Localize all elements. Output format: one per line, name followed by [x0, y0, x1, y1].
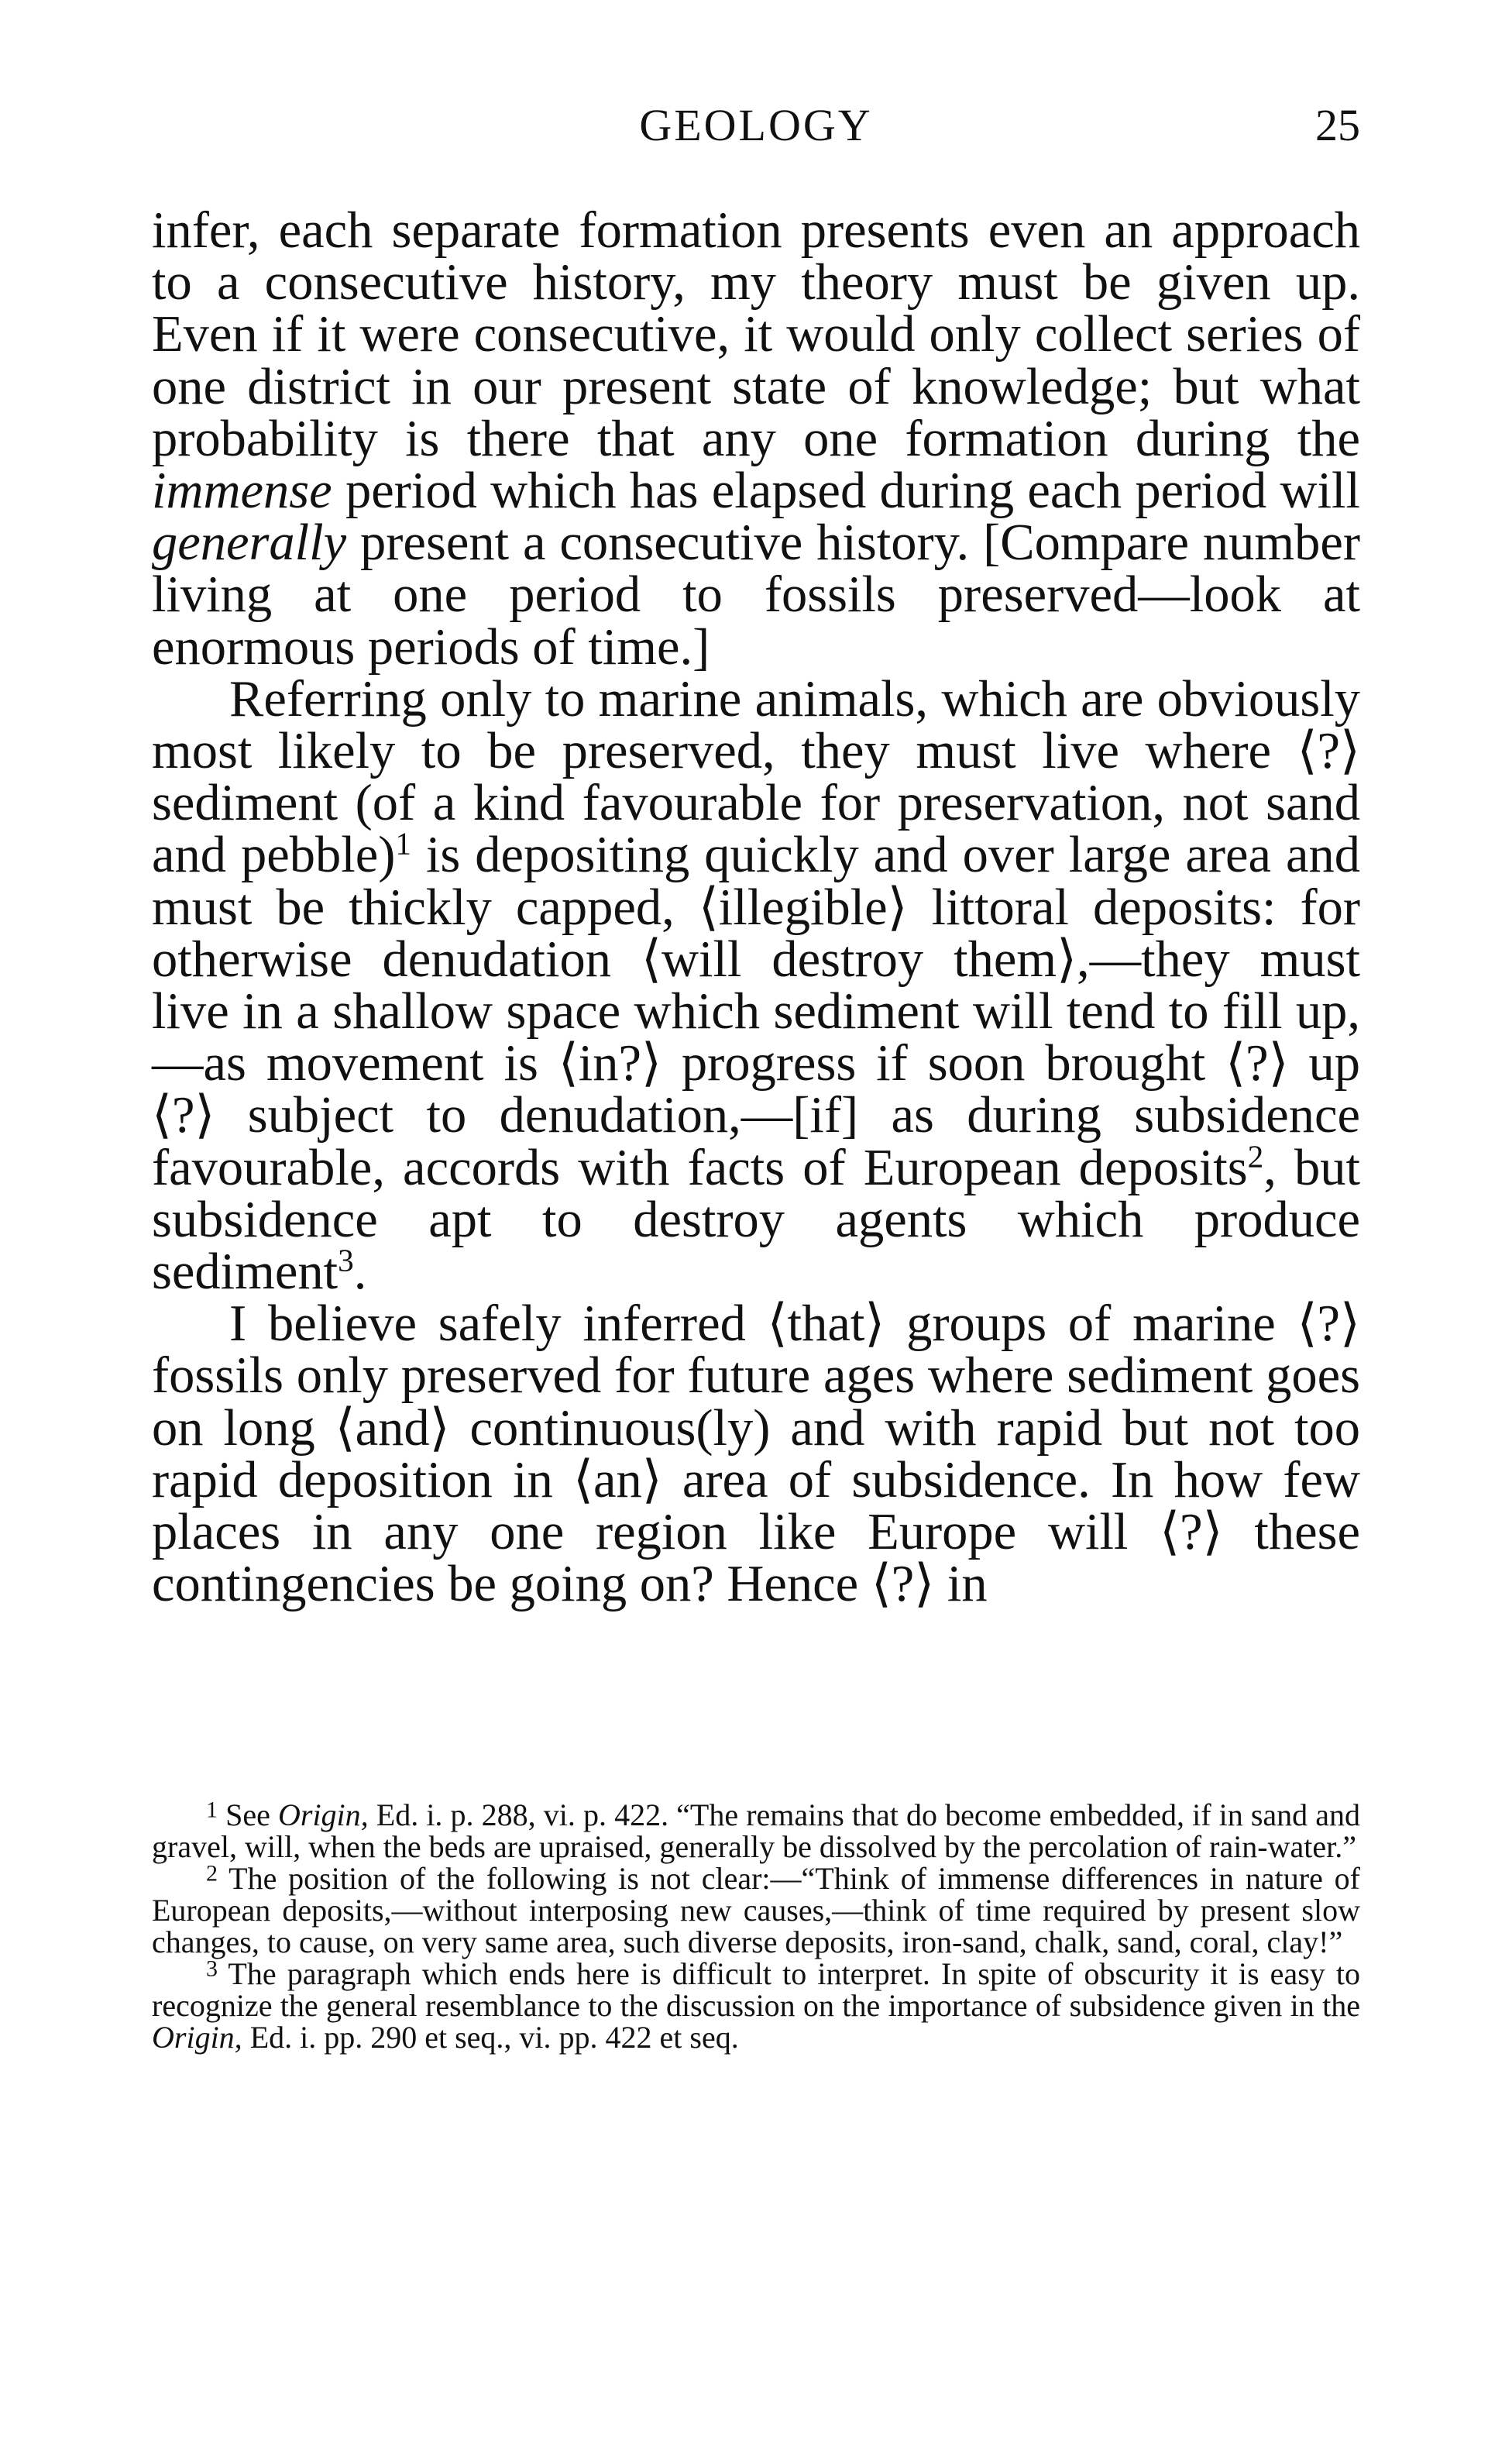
footnote-1-text-a: See [225, 1797, 270, 1832]
footnote-2-text: The position of the following is not clear:—“Think of immense differences in nature of European deposits,—without interposing new causes,—think of time required by present slow changes, to cause, on very same area, such diverse deposits, iron-sand, chalk, sand, coral, clay!” [152, 1861, 1360, 1959]
paragraph-2-text-c: , but subsidence apt to destroy agents which produce sediment [152, 1139, 1361, 1301]
paragraph-2-text-b: is depositing quickly and over large area and must be thickly capped, ⟨illegible⟩ littoral deposits: for otherwise denudation ⟨will destroy them⟩,—they must live in a shallow space which sediment will tend to fill up,—as movement is ⟨in?⟩ progress if soon brought ⟨?⟩ up ⟨?⟩ subject to denudation,—[if] as during subsidence favourable, accords with facts of European deposits [152, 827, 1361, 1196]
footnote-1-title: Origin, [277, 1797, 369, 1832]
footnote-3-text-b: Ed. i. pp. 290 et seq., vi. pp. 422 et seq. [249, 2020, 739, 2055]
paragraph-1 [152, 202, 1360, 676]
page-number: 25 [1315, 100, 1360, 150]
footnote-1-number: 1 [206, 1797, 218, 1823]
footnote-1 [152, 1799, 1360, 1863]
footnotes [152, 1799, 1360, 2053]
footnote-2-number: 2 [206, 1860, 218, 1887]
footnote-2 [152, 1860, 1360, 1959]
body-text [152, 202, 1361, 1613]
footnote-3-number: 3 [206, 1956, 218, 1982]
footnote-3 [152, 1958, 1360, 2053]
footnote-3-text-a: The paragraph which ends here is difficult to interpret. In spite of obscurity it is easy to recognize the general resemblance to the discussion on the importance of subsidence given in the [152, 1956, 1360, 2023]
footnote-3-title: Origin, [152, 2020, 242, 2055]
paragraph-1-text-a: infer, each separate formation presents even an approach to a consecutive history, my theory must be given up. Even if it were consecutive, it would only collect series of one district in our present state of knowledge; but what probability is there that any one formation during the [152, 202, 1360, 467]
footnote-1-text-b: Ed. i. p. 288, vi. p. 422. “The remains that do become embedded, if in sand and gravel, will, when the beds are upraised, generally be dissolved by the percolation of rain-water.” [152, 1797, 1361, 1864]
paragraph-2-text-d: . [353, 1243, 367, 1301]
emphasis-immense: immense [152, 463, 332, 520]
paragraph-3: I believe safely inferred ⟨that⟩ groups of marine ⟨?⟩ fossils only preserved for future ages where sediment goes on long ⟨and⟩ continuous(ly) and with rapid but not too rapid deposition in ⟨an⟩ area of subsidence. In how few places in any one region like Europe will ⟨?⟩ these contingencies be going on? Hence ⟨?⟩ in [152, 1295, 1360, 1613]
page-header [0, 99, 1512, 153]
emphasis-generally: generally [152, 514, 347, 572]
paragraph-2 [152, 670, 1361, 1301]
running-head: GEOLOGY [639, 100, 873, 150]
paragraph-1-text-c: present a consecutive history. [Compare number living at one period to fossils preserved—look at enormous periods of time.] [152, 514, 1360, 676]
footnote-ref-3: 3 [338, 1242, 354, 1278]
footnote-ref-2: 2 [1247, 1137, 1264, 1174]
paragraph-1-text-b: period which has elapsed during each period will [345, 463, 1360, 520]
footnote-ref-1: 1 [395, 825, 411, 862]
paragraph-2-text-a: Referring only to marine animals, which are obviously most likely to be preserved, they must live where ⟨?⟩ sediment (of a kind favourable for preservation, not sand and pebble) [152, 670, 1360, 884]
